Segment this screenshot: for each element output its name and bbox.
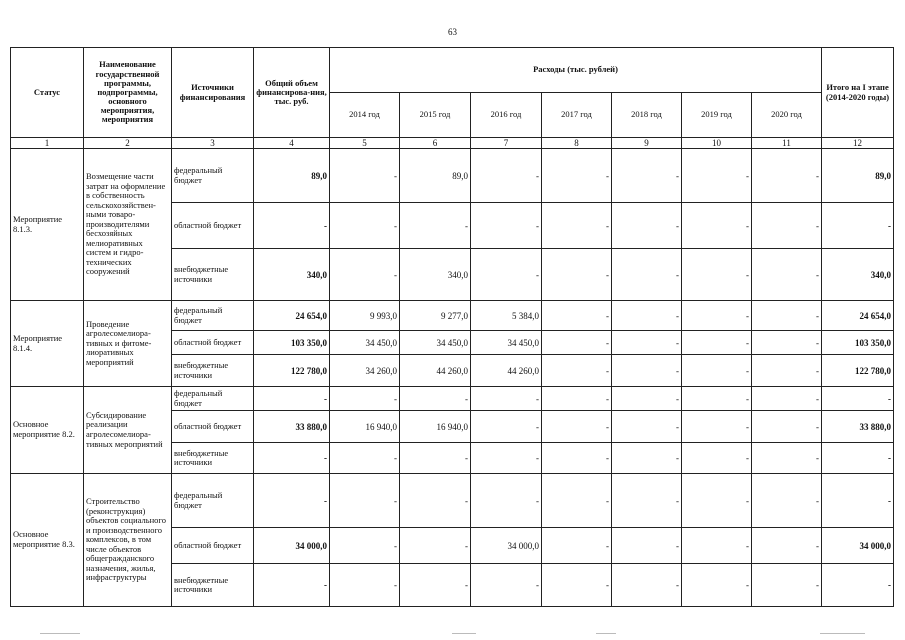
cell-2015: 9 277,0 [400,301,471,331]
cell-2017: - [542,411,612,443]
header-name: Наименование государственной программы, подпрограммы, основного мероприятия, мероприятия [84,48,172,138]
header-expenses: Расходы (тыс. рублей) [330,48,822,93]
cell-2019: - [682,474,752,528]
cell-total: 24 654,0 [254,301,330,331]
cell-2016: - [471,443,542,474]
cell-total: - [254,387,330,411]
cell-2019: - [682,387,752,411]
column-number: 9 [612,138,682,149]
cell-2014: - [330,387,400,411]
cell-2020: - [752,331,822,355]
cell-2017: - [542,149,612,203]
row-source: областной бюджет [172,411,254,443]
cell-2017: - [542,355,612,387]
column-number: 2 [84,138,172,149]
column-number: 8 [542,138,612,149]
cell-2016: 5 384,0 [471,301,542,331]
cell-2017: - [542,203,612,249]
cell-itogo: - [822,443,894,474]
cell-2020: - [752,411,822,443]
cell-itogo: 103 350,0 [822,331,894,355]
cell-total: - [254,203,330,249]
page-number: 63 [448,27,457,37]
cell-2019: - [682,528,752,564]
header-year: 2014 год [330,93,400,138]
cell-2018: - [612,474,682,528]
cell-2014: - [330,149,400,203]
header-status: Статус [11,48,84,138]
cell-2016: 34 450,0 [471,331,542,355]
cell-2020: - [752,528,822,564]
cell-2017: - [542,387,612,411]
cell-2019: - [682,203,752,249]
cell-total: 89,0 [254,149,330,203]
table-header [11,48,894,138]
cell-2020: - [752,249,822,301]
cell-2016: - [471,411,542,443]
cell-itogo: 89,0 [822,149,894,203]
cell-2016: - [471,387,542,411]
cell-2019: - [682,564,752,607]
cell-2019: - [682,355,752,387]
cell-itogo: 122 780,0 [822,355,894,387]
cell-2018: - [612,249,682,301]
scan-artifact-line [820,633,865,634]
header-year: 2018 год [612,93,682,138]
scan-artifact-line [452,633,476,634]
cell-2019: - [682,249,752,301]
cell-2018: - [612,149,682,203]
financing-table [10,47,894,607]
header-itogo: Итого на I этапе (2014-2020 годы) [822,48,894,138]
cell-2016: - [471,474,542,528]
cell-2014: - [330,528,400,564]
column-number: 11 [752,138,822,149]
cell-2018: - [612,301,682,331]
cell-total: 33 880,0 [254,411,330,443]
cell-2015: - [400,387,471,411]
cell-2018: - [612,564,682,607]
row-status: Мероприятие 8.1.4. [11,301,84,387]
cell-2019: - [682,411,752,443]
cell-2014: - [330,564,400,607]
cell-2015: - [400,564,471,607]
cell-total: 340,0 [254,249,330,301]
cell-2020: - [752,387,822,411]
cell-total: - [254,474,330,528]
row-source: областной бюджет [172,331,254,355]
cell-itogo: - [822,203,894,249]
cell-2018: - [612,331,682,355]
cell-2019: - [682,331,752,355]
cell-2017: - [542,564,612,607]
cell-itogo: 340,0 [822,249,894,301]
cell-2017: - [542,443,612,474]
cell-total: 122 780,0 [254,355,330,387]
cell-2018: - [612,355,682,387]
cell-total: 103 350,0 [254,331,330,355]
cell-2014: - [330,249,400,301]
scan-artifact-line [596,633,616,634]
cell-2016: 34 000,0 [471,528,542,564]
header-year: 2017 год [542,93,612,138]
cell-2019: - [682,443,752,474]
cell-2016: - [471,203,542,249]
cell-itogo: 33 880,0 [822,411,894,443]
cell-2014: 34 450,0 [330,331,400,355]
cell-itogo: - [822,474,894,528]
cell-2015: - [400,474,471,528]
cell-2015: - [400,528,471,564]
cell-2017: - [542,331,612,355]
cell-2015: - [400,203,471,249]
cell-2019: - [682,301,752,331]
cell-itogo: 24 654,0 [822,301,894,331]
cell-2018: - [612,411,682,443]
column-number: 12 [822,138,894,149]
row-source: федеральный бюджет [172,301,254,331]
column-number: 5 [330,138,400,149]
table-row [11,474,894,528]
cell-2017: - [542,474,612,528]
cell-2015: - [400,443,471,474]
cell-2015: 34 450,0 [400,331,471,355]
cell-2020: - [752,149,822,203]
column-number: 1 [11,138,84,149]
cell-2018: - [612,443,682,474]
cell-total: - [254,443,330,474]
row-name: Субсидирование реализации агролесомелиора-тивных мероприятий [84,387,172,474]
cell-2020: - [752,474,822,528]
cell-2015: 340,0 [400,249,471,301]
cell-2018: - [612,203,682,249]
cell-2014: - [330,474,400,528]
cell-2016: - [471,149,542,203]
header-source: Источники финансирования [172,48,254,138]
cell-itogo: - [822,387,894,411]
row-source: федеральный бюджет [172,387,254,411]
cell-2020: - [752,355,822,387]
scan-artifact-line [40,633,80,634]
row-source: внебюджетные источники [172,249,254,301]
cell-itogo: 34 000,0 [822,528,894,564]
cell-2016: - [471,564,542,607]
cell-2017: - [542,528,612,564]
column-number: 3 [172,138,254,149]
row-name: Проведение агролесомелиора-тивных и фитоме-лиоративных мероприятий [84,301,172,387]
column-number: 4 [254,138,330,149]
cell-2019: - [682,149,752,203]
column-number-row [11,138,894,149]
row-name: Строительство (реконструкция) объектов социального и производственного комплексов, в том числе объектов общегражданского назначения, жилья, инфраструктуры [84,474,172,607]
column-number: 6 [400,138,471,149]
row-source: областной бюджет [172,203,254,249]
header-year: 2015 год [400,93,471,138]
column-number: 7 [471,138,542,149]
cell-total: - [254,564,330,607]
row-source: областной бюджет [172,528,254,564]
cell-2016: - [471,249,542,301]
cell-2017: - [542,301,612,331]
cell-2020: - [752,564,822,607]
cell-2020: - [752,203,822,249]
row-status: Основное мероприятие 8.2. [11,387,84,474]
table-row [11,149,894,203]
table-row [11,387,894,411]
header-year: 2020 год [752,93,822,138]
header-total-volume: Общий объем финансирова-ния, тыс. руб. [254,48,330,138]
cell-2014: - [330,203,400,249]
cell-2016: 44 260,0 [471,355,542,387]
cell-2014: 9 993,0 [330,301,400,331]
cell-2014: 34 260,0 [330,355,400,387]
cell-2015: 44 260,0 [400,355,471,387]
row-source: федеральный бюджет [172,149,254,203]
cell-total: 34 000,0 [254,528,330,564]
row-source: внебюджетные источники [172,355,254,387]
cell-2020: - [752,301,822,331]
row-name: Возмещение части затрат на оформление в собственность сельскохозяйствен-ными товаро-производителями бесхозяйных мелиоративных систем и гидро-технических сооружений [84,149,172,301]
table-row [11,301,894,331]
cell-2014: - [330,443,400,474]
cell-2014: 16 940,0 [330,411,400,443]
header-year: 2019 год [682,93,752,138]
cell-2017: - [542,249,612,301]
row-source: внебюджетные источники [172,443,254,474]
cell-2015: 89,0 [400,149,471,203]
row-status: Мероприятие 8.1.3. [11,149,84,301]
header-year: 2016 год [471,93,542,138]
column-number: 10 [682,138,752,149]
cell-2015: 16 940,0 [400,411,471,443]
cell-2018: - [612,528,682,564]
row-source: внебюджетные источники [172,564,254,607]
cell-2018: - [612,387,682,411]
cell-2020: - [752,443,822,474]
row-source: федеральный бюджет [172,474,254,528]
cell-itogo: - [822,564,894,607]
row-status: Основное мероприятие 8.3. [11,474,84,607]
